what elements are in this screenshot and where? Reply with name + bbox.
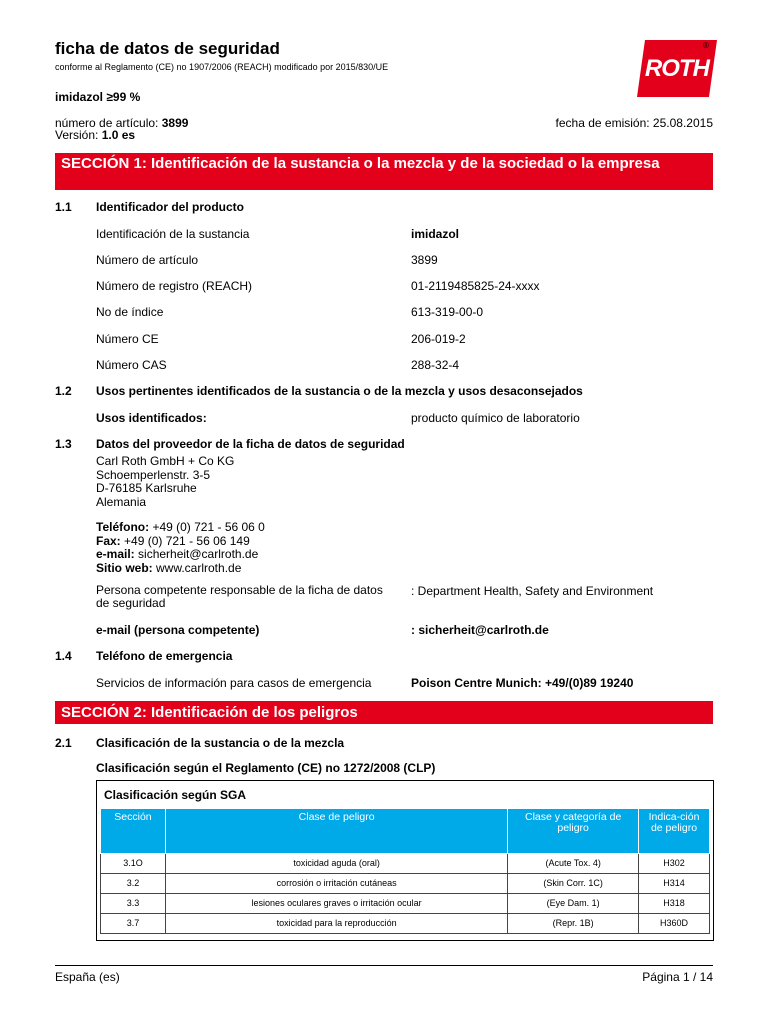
cell-hazard-statement: H314 (639, 874, 710, 894)
subsection-1-3-title: Datos del proveedor de la ficha de datos de seguridad (96, 437, 405, 451)
table-header-row (101, 809, 710, 854)
cell-hazard-statement: H302 (639, 854, 710, 874)
identified-uses-label: Usos identificados: (96, 411, 207, 425)
index-number-label: No de índice (96, 305, 164, 319)
subsection-2-1-title: Clasificación de la sustancia o de la mezcla (96, 736, 345, 750)
emergency-services-label: Servicios de información para casos de emergencia (96, 676, 372, 690)
phone-label: Teléfono: (96, 520, 150, 534)
clp-classification-title: Clasificación según el Reglamento (CE) no 1272/2008 (CLP) (96, 761, 436, 775)
ghs-table (100, 808, 710, 934)
supplier-address (96, 455, 234, 509)
issue-date: fecha de emisión: 25.08.2015 (555, 116, 713, 130)
cell-section: 3.7 (101, 914, 166, 934)
subsection-1-1-title: Identificador del producto (96, 200, 245, 214)
substance-id-value: imidazol (411, 227, 460, 241)
table-row (101, 894, 710, 914)
reach-number-label: Número de registro (REACH) (96, 279, 253, 293)
index-number-value: 613-319-00-0 (411, 305, 484, 319)
website-line (96, 562, 265, 576)
cas-number-value: 288-32-4 (411, 358, 460, 372)
website-label: Sitio web: (96, 560, 153, 575)
table-row (101, 874, 710, 894)
cell-hazard-statement: H318 (639, 894, 710, 914)
table-row (101, 914, 710, 934)
section2-heading: SECCIÓN 2: Identificación de los peligros (55, 701, 713, 724)
version-value: 1.0 es (101, 128, 136, 142)
col-header-hazard-class: Clase de peligro (165, 809, 507, 854)
article-number-value: 3899 (411, 253, 438, 267)
cell-hazard-class: toxicidad aguda (oral) (165, 854, 507, 874)
competent-email-value[interactable]: : sicherheit@carlroth.de (411, 623, 549, 637)
subsection-1-4-number: 1.4 (55, 649, 72, 663)
competent-person-label (96, 584, 383, 610)
fax-line (96, 535, 265, 549)
phone-value: +49 (0) 721 - 56 06 0 (149, 520, 265, 534)
article-number-label: Número de artículo (96, 253, 199, 267)
reach-number-value: 01-2119485825-24-xxxx (411, 279, 540, 293)
subsection-1-2-title: Usos pertinentes identificados de la sustancia o de la mezcla y usos desaconsejados (96, 384, 583, 398)
logo-text: ROTH (645, 54, 709, 82)
supplier-contact (96, 521, 265, 575)
website-link[interactable]: www.carlroth.de (152, 560, 242, 575)
cell-hazard-category: (Acute Tox. 4) (508, 854, 639, 874)
cell-hazard-category: (Eye Dam. 1) (508, 894, 639, 914)
subsection-2-1-number: 2.1 (55, 736, 72, 750)
email-label: e-mail: (96, 547, 135, 561)
cell-hazard-category: (Repr. 1B) (508, 914, 639, 934)
fax-label: Fax: (96, 533, 121, 548)
subsection-1-1-number: 1.1 (55, 200, 72, 214)
regulation-subtitle: conforme al Reglamento (CE) no 1907/2006 (REACH) modificado por 2015/830/UE (55, 62, 389, 72)
competent-label-line: de seguridad (96, 596, 166, 610)
cell-hazard-class: lesiones oculares graves o irritación ocular (165, 894, 507, 914)
col-header-hazard-category: Clase y categoría de peligro (508, 809, 639, 854)
cas-number-label: Número CAS (96, 358, 167, 372)
address-line: Schoemperlenstr. 3-5 (96, 467, 211, 482)
article-label: número de artículo: (55, 116, 162, 130)
cell-hazard-class: corrosión o irritación cutáneas (165, 874, 507, 894)
document-title: ficha de datos de seguridad (55, 39, 280, 58)
footer-locale: España (es) (55, 970, 120, 984)
registered-mark: ® (703, 41, 709, 50)
cell-hazard-statement: H360D (639, 914, 710, 934)
subsection-1-4-title: Teléfono de emergencia (96, 649, 233, 663)
ec-number-value: 206-019-2 (411, 332, 466, 346)
competent-label-line: Persona competente responsable de la ficha de datos (96, 583, 383, 597)
footer-page-number: Página 1 / 14 (642, 970, 713, 984)
product-name: imidazol ≥99 % (55, 90, 141, 104)
cell-section: 3.2 (101, 874, 166, 894)
subsection-1-3-number: 1.3 (55, 437, 72, 451)
email-line (96, 548, 265, 562)
ghs-title: Clasificación según SGA (104, 788, 247, 802)
address-line: Carl Roth GmbH + Co KG (96, 454, 235, 468)
version (55, 128, 135, 142)
cell-section: 3.1O (101, 854, 166, 874)
address-line: D-76185 Karlsruhe (96, 481, 197, 495)
col-header-section: Sección (101, 809, 166, 854)
version-label: Versión: (55, 128, 102, 142)
cell-hazard-category: (Skin Corr. 1C) (508, 874, 639, 894)
col-header-hazard-statement: Indica-ción de peligro (639, 809, 710, 854)
phone-line (96, 521, 265, 535)
footer-divider (55, 965, 713, 966)
substance-id-label: Identificación de la sustancia (96, 227, 250, 241)
address-line: Alemania (96, 494, 147, 509)
ec-number-label: Número CE (96, 332, 159, 346)
article-value: 3899 (161, 116, 189, 130)
competent-email-label: e-mail (persona competente) (96, 623, 260, 637)
fax-value: +49 (0) 721 - 56 06 149 (120, 533, 250, 548)
competent-person-value: : Department Health, Safety and Environment (411, 584, 654, 598)
subsection-1-2-number: 1.2 (55, 384, 72, 398)
section1-heading: SECCIÓN 1: Identificación de la sustancia o la mezcla y de la sociedad o la empresa (55, 153, 713, 190)
cell-section: 3.3 (101, 894, 166, 914)
identified-uses-value: producto químico de laboratorio (411, 411, 580, 425)
table-row (101, 854, 710, 874)
email-link[interactable]: sicherheit@carlroth.de (134, 547, 259, 561)
cell-hazard-class: toxicidad para la reproducción (165, 914, 507, 934)
ghs-classification-box (96, 780, 714, 941)
emergency-phone-value: Poison Centre Munich: +49/(0)89 19240 (411, 676, 634, 690)
